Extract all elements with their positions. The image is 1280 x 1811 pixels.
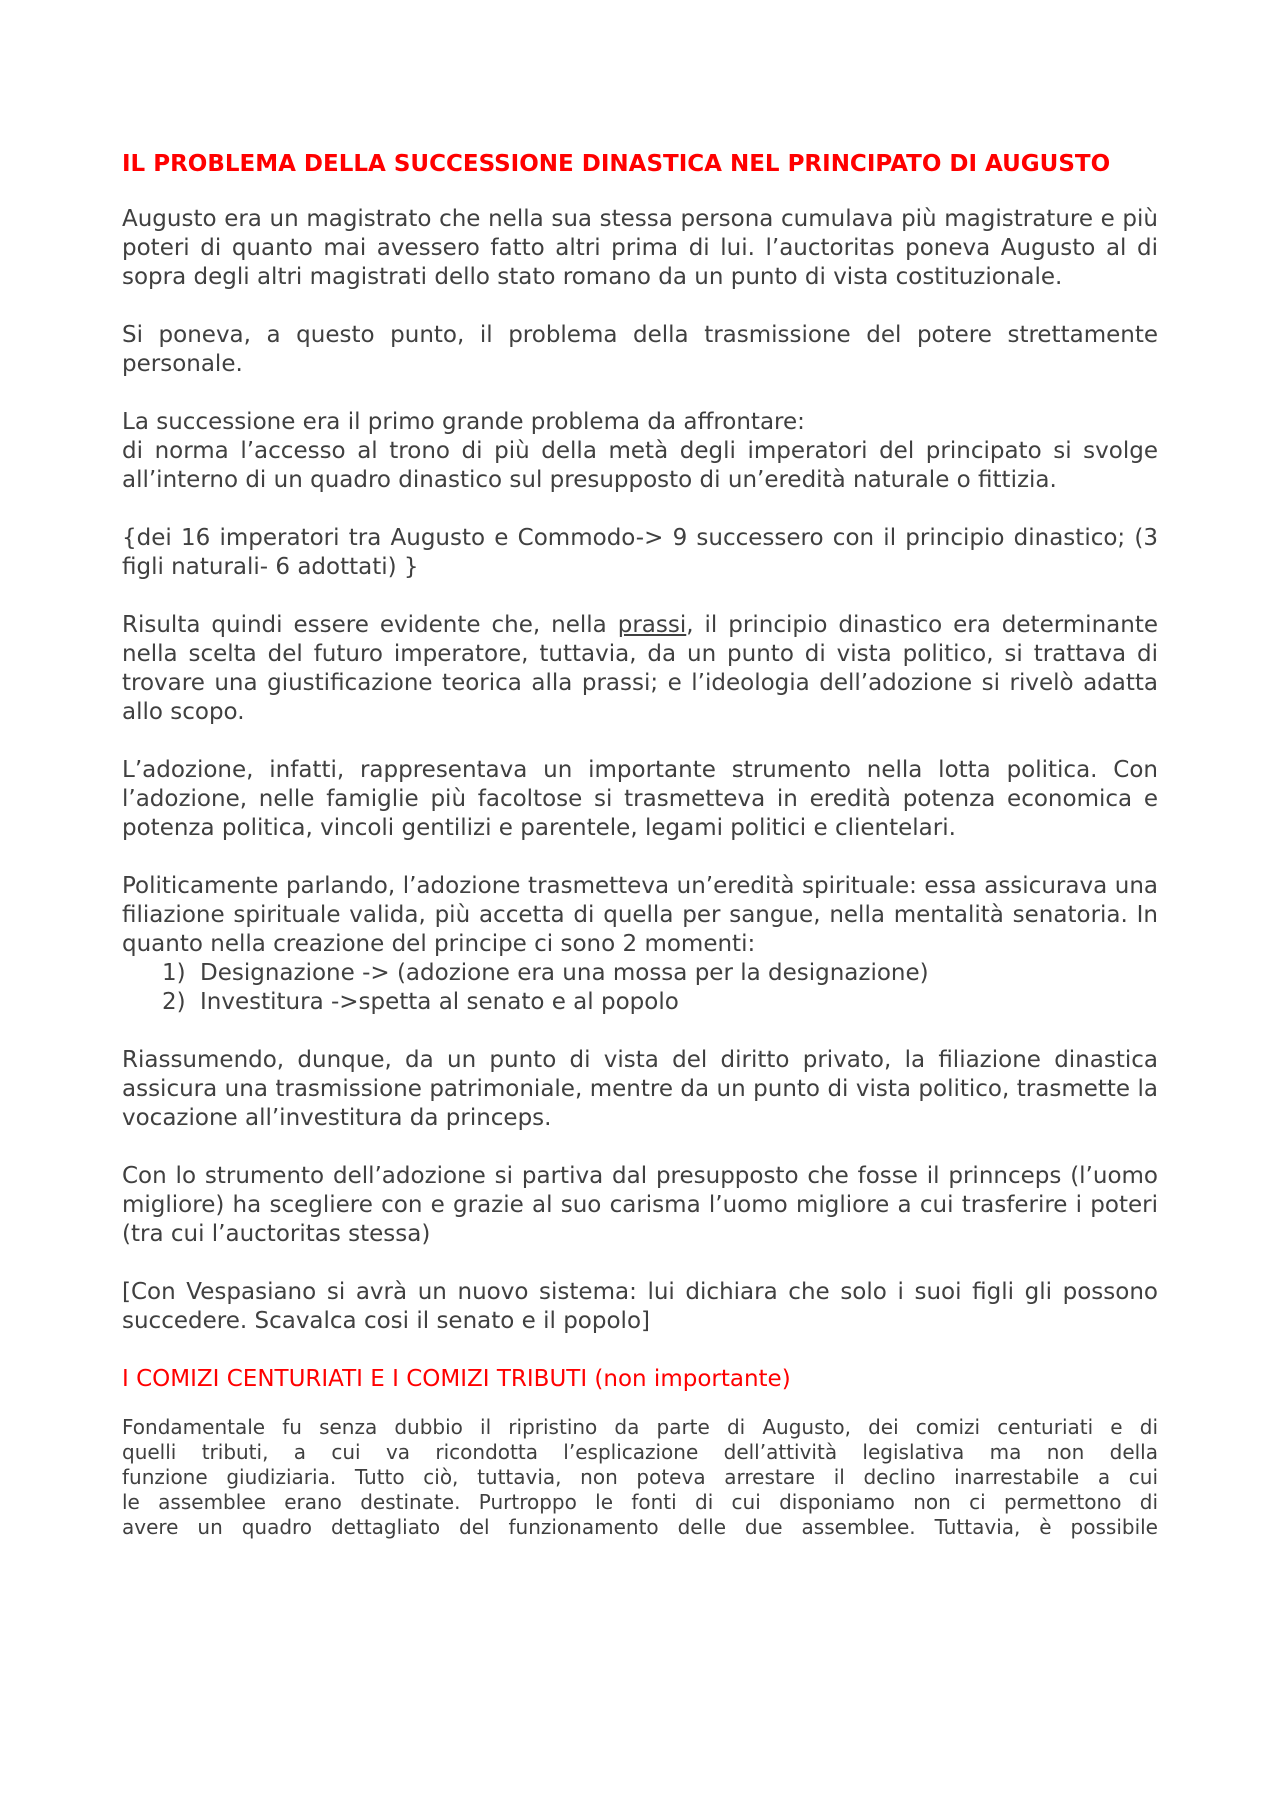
prassi-before: Risulta quindi essere evidente che, nella: [122, 612, 618, 638]
list-number: 1): [162, 960, 186, 986]
list-item: [162, 988, 1158, 1017]
paragraph-prassi: [122, 611, 1158, 727]
paragraph-imperatori-note: {dei 16 imperatori tra Augusto e Commodo-> 9 successero con il principio dinastico; (3 figli naturali- 6 adottati) }: [122, 525, 1158, 580]
paragraph-vespasiano: [Con Vespasiano si avrà un nuovo sistema: lui dichiara che solo i suoi figli gli possono succedere. Scavalca cosi il senato e il popolo]: [122, 1279, 1158, 1334]
list-text: Investitura ->spetta al senato e al popolo: [200, 989, 679, 1015]
paragraph-adozione-strumento: L’adozione, infatti, rappresentava un importante strumento nella lotta politica. Con l’adozione, nelle famiglie più facoltose si trasmetteva in eredità potenza economica e potenza politica, vincoli gentilizi e parentele, legami politici e clientelari.: [122, 757, 1158, 841]
document-content: [122, 150, 1158, 1540]
paragraph-eredita-spirituale: Politicamente parlando, l’adozione trasmetteva un’eredità spirituale: essa assicurava una filiazione spirituale valida, più accetta di quella per sangue, nella mentalità senatoria. In quanto nella creazione del principe ci sono 2 momenti:: [122, 873, 1158, 957]
momenti-list: [122, 959, 1158, 1017]
comizi-line: Fondamentale fu senza dubbio il ripristino da parte di Augusto, dei comizi centuriati e di: [122, 1415, 1158, 1439]
section-subtitle: I COMIZI CENTURIATI E I COMIZI TRIBUTI (non importante): [122, 1366, 791, 1392]
paragraph-successione-intro: La successione era il primo grande problema da affrontare:: [122, 409, 805, 435]
comizi-line: le assemblee erano destinate. Purtroppo le fonti di cui disponiamo non ci permettono di: [122, 1490, 1158, 1514]
comizi-line: funzione giudiziaria. Tutto ciò, tuttavia, non poteva arrestare il declino inarrestabile a cui: [122, 1465, 1158, 1489]
page-title: IL PROBLEMA DELLA SUCCESSIONE DINASTICA NEL PRINCIPATO DI AUGUSTO: [122, 151, 1111, 177]
paragraph-augusto-magistrato: Augusto era un magistrato che nella sua stessa persona cumulava più magistrature e più poteri di quanto mai avessero fatto altri prima di lui. l’auctoritas poneva Augusto al di sopra degli altri magistrati dello stato romano da un punto di vista costituzionale.: [122, 206, 1158, 290]
paragraph-riassumendo: Riassumendo, dunque, da un punto di vista del diritto privato, la filiazione dinastica assicura una trasmissione patrimoniale, mentre da un punto di vista politico, trasmette la vocazione all’investitura da princeps.: [122, 1047, 1158, 1131]
list-number: 2): [162, 989, 186, 1015]
paragraph-trasmissione-potere: Si poneva, a questo punto, il problema della trasmissione del potere strettamente personale.: [122, 322, 1158, 377]
comizi-line: quelli tributi, a cui va ricondotta l’esplicazione dell’attività legislativa ma non della: [122, 1440, 1158, 1464]
prassi-underlined: prassi: [617, 612, 687, 638]
list-item: [162, 959, 1158, 988]
comizi-line: avere un quadro dettagliato del funzionamento delle due assemblee. Tuttavia, è possibile: [122, 1515, 1158, 1539]
paragraph-strumento-adozione: Con lo strumento dell’adozione si partiva dal presupposto che fosse il prinnceps (l’uomo migliore) ha scegliere con e grazie al suo carisma l’uomo migliore a cui trasferire i poteri (tra cui l’auctoritas stessa): [122, 1163, 1158, 1247]
list-text: Designazione -> (adozione era una mossa per la designazione): [200, 960, 929, 986]
paragraph-successione-dinastica: di norma l’accesso al trono di più della metà degli imperatori del principato si svolge all’interno di un quadro dinastico sul presupposto di un’eredità naturale o fittizia.: [122, 438, 1158, 493]
prassi-after: , il principio dinastico era determinante nella scelta del futuro imperatore, tuttavia, da un punto di vista politico, si trattava di trovare una giustificazione teorica alla prassi; e l’ideologia dell’adozione si rivelò adatta allo scopo.: [122, 612, 1158, 725]
